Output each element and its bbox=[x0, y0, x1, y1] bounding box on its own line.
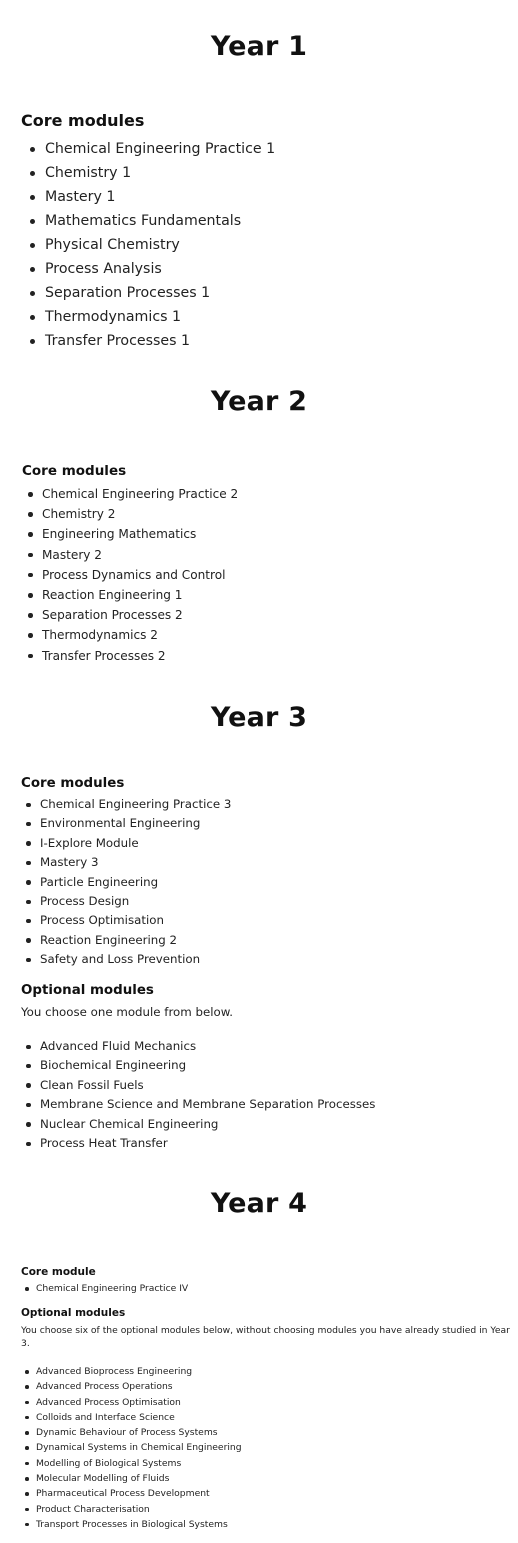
year-3-core-modules bbox=[0, 775, 518, 968]
list-item: Clean Fossil Fuels bbox=[0, 1076, 518, 1095]
list-item: Particle Engineering bbox=[0, 873, 518, 892]
list-item: Nuclear Chemical Engineering bbox=[0, 1115, 518, 1134]
year-4-core-heading: Core module bbox=[21, 1266, 96, 1278]
year-1-core-list bbox=[0, 137, 518, 353]
list-item: Physical Chemistry bbox=[0, 233, 518, 257]
list-item: Transfer Processes 1 bbox=[0, 329, 518, 353]
list-item: Thermodynamics 1 bbox=[0, 305, 518, 329]
list-item: Separation Processes 2 bbox=[0, 605, 518, 625]
list-item: Chemistry 2 bbox=[0, 504, 518, 524]
list-item: Mathematics Fundamentals bbox=[0, 209, 518, 233]
list-item: Advanced Process Optimisation bbox=[0, 1395, 518, 1410]
list-item: Safety and Loss Prevention bbox=[0, 950, 518, 969]
list-item: Engineering Mathematics bbox=[0, 524, 518, 544]
year-4-optional-intro: You choose six of the optional modules below, without choosing modules you have already studied in Year 3. bbox=[21, 1325, 510, 1349]
list-item: Molecular Modelling of Fluids bbox=[0, 1471, 518, 1486]
year-4-title: Year 4 bbox=[210, 1188, 308, 1219]
year-4-core-list bbox=[0, 1281, 518, 1296]
list-item: Process Dynamics and Control bbox=[0, 565, 518, 585]
year-4-optional-heading: Optional modules bbox=[21, 1307, 126, 1319]
year-1-core-heading: Core modules bbox=[21, 111, 145, 130]
list-item: Transport Processes in Biological Systems bbox=[0, 1517, 518, 1532]
list-item: Product Characterisation bbox=[0, 1502, 518, 1517]
list-item: Membrane Science and Membrane Separation Processes bbox=[0, 1095, 518, 1114]
year-3-optional-modules bbox=[0, 982, 518, 1151]
list-item: Advanced Bioprocess Engineering bbox=[0, 1364, 518, 1379]
list-item: Dynamical Systems in Chemical Engineering bbox=[0, 1440, 518, 1455]
year-3-optional-intro: You choose one module from below. bbox=[21, 1005, 234, 1019]
year-2-title: Year 2 bbox=[210, 386, 308, 417]
year-1-core-modules bbox=[0, 111, 518, 347]
list-item: Chemical Engineering Practice 1 bbox=[0, 137, 518, 161]
list-item: Chemical Engineering Practice IV bbox=[0, 1281, 518, 1296]
list-item: Chemical Engineering Practice 2 bbox=[0, 484, 518, 504]
year-3-title: Year 3 bbox=[210, 702, 308, 733]
list-item: Mastery 2 bbox=[0, 545, 518, 565]
list-item: Process Heat Transfer bbox=[0, 1134, 518, 1153]
year-2-core-heading: Core modules bbox=[22, 463, 127, 479]
year-3-optional-heading: Optional modules bbox=[21, 983, 154, 998]
year-3-core-heading: Core modules bbox=[21, 776, 125, 791]
year-1-title: Year 1 bbox=[210, 31, 308, 62]
list-item: Dynamic Behaviour of Process Systems bbox=[0, 1425, 518, 1440]
list-item: Process Analysis bbox=[0, 257, 518, 281]
list-item: Transfer Processes 2 bbox=[0, 646, 518, 666]
year-4-core-modules bbox=[0, 1265, 518, 1294]
year-2-core-modules bbox=[0, 462, 518, 662]
year-3-optional-list bbox=[0, 1037, 518, 1153]
list-item: Thermodynamics 2 bbox=[0, 625, 518, 645]
list-item: Mastery 3 bbox=[0, 853, 518, 872]
list-item: Separation Processes 1 bbox=[0, 281, 518, 305]
list-item: Process Optimisation bbox=[0, 911, 518, 930]
year-2-core-list bbox=[0, 484, 518, 666]
list-item: Biochemical Engineering bbox=[0, 1056, 518, 1075]
list-item: Environmental Engineering bbox=[0, 814, 518, 833]
year-4-optional-list bbox=[0, 1364, 518, 1532]
list-item: Mastery 1 bbox=[0, 185, 518, 209]
list-item: Reaction Engineering 1 bbox=[0, 585, 518, 605]
year-3-core-list bbox=[0, 795, 518, 970]
list-item: Chemical Engineering Practice 3 bbox=[0, 795, 518, 814]
list-item: Modelling of Biological Systems bbox=[0, 1456, 518, 1471]
list-item: I-Explore Module bbox=[0, 834, 518, 853]
list-item: Advanced Process Operations bbox=[0, 1379, 518, 1394]
list-item: Process Design bbox=[0, 892, 518, 911]
year-4-optional-modules bbox=[0, 1306, 518, 1530]
list-item: Reaction Engineering 2 bbox=[0, 931, 518, 950]
list-item: Chemistry 1 bbox=[0, 161, 518, 185]
list-item: Advanced Fluid Mechanics bbox=[0, 1037, 518, 1056]
list-item: Colloids and Interface Science bbox=[0, 1410, 518, 1425]
list-item: Pharmaceutical Process Development bbox=[0, 1486, 518, 1501]
